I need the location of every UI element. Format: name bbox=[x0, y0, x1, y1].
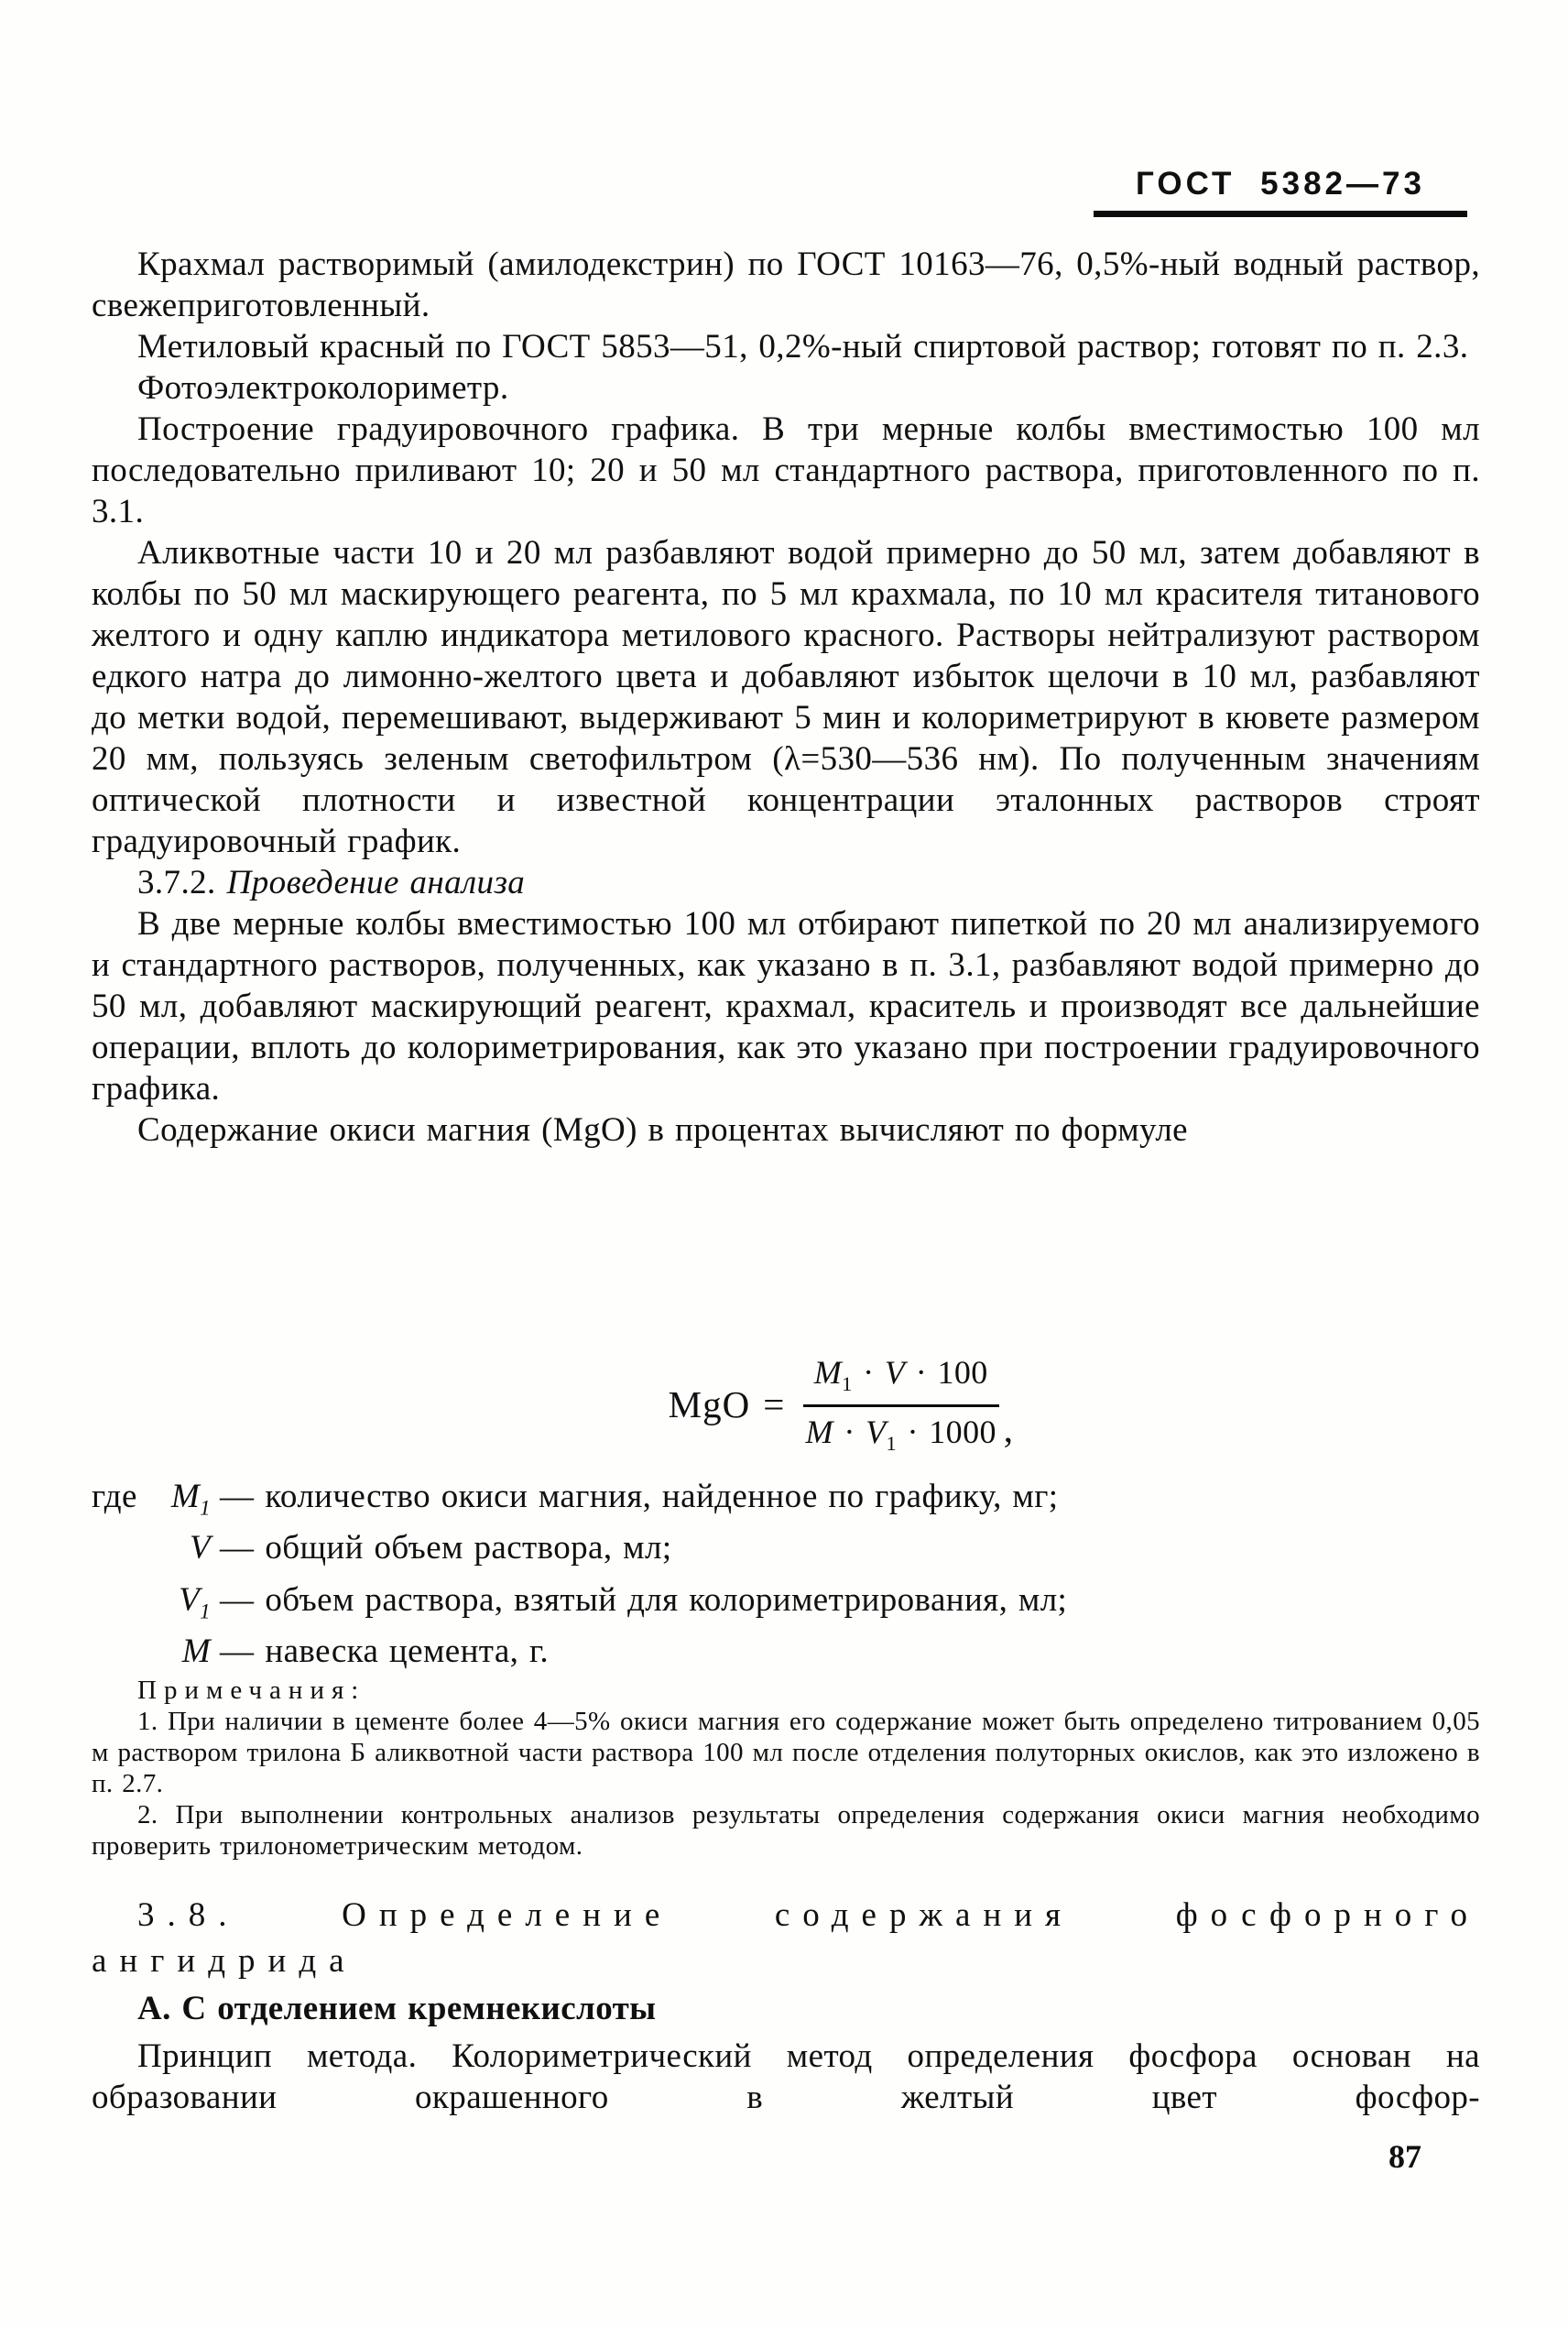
paragraph-analysis-procedure: В две мерные колбы вместимостью 100 мл отбирают пипеткой по 20 мл анализируемого и стандартного растворов, полученных, как указано в п. 3.1, разбавляют водой примерно до 50 мл, добавляют маскирующий реагент, крахмал, краситель и производят все дальнейшие операции, вплоть до колориметрирования, как это указано при построении градуировочного графика. bbox=[92, 905, 1480, 1108]
paragraph-methyl-red: Метиловый красный по ГОСТ 5853—51, 0,2%-ный спиртовой раствор; готовят по п. 2.3. bbox=[137, 328, 1469, 366]
paragraph-photocolorimeter: Фотоэлектроколориметр. bbox=[137, 369, 509, 407]
var-v1: V bbox=[866, 1413, 887, 1450]
header bbox=[1094, 166, 1467, 217]
section-3-7-2-title: Проведение анализа bbox=[226, 864, 526, 901]
note-1: 1. При наличии в цементе более 4—5% окиси магния его содержание может быть определено титрованием 0,05 м раствором трилона Б аликвотной части раствора 100 мл после отделения полуторных окислов, как это изложено в п. 2.7. bbox=[92, 1707, 1480, 1798]
equals-sign: = bbox=[763, 1383, 785, 1425]
dash: — bbox=[220, 1580, 255, 1619]
paragraph-method-principle: Принцип метода. Колориметрический метод определения фосфора основан на образовании окрашенного в желтый цвет фосфор- bbox=[92, 2037, 1480, 2116]
var-m1: M bbox=[813, 1354, 843, 1391]
definition-m: навеска цемента, г. bbox=[265, 1633, 549, 1671]
notes-title: Примечания: bbox=[137, 1676, 366, 1705]
where-definitions bbox=[92, 1477, 1480, 1684]
symbol-v1: $V_1$ bbox=[179, 1580, 211, 1623]
paragraph-starch: Крахмал растворимый (амилодекстрин) по ГОСТ 10163—76, 0,5%-ный водный раствор, свежеприготовленный. bbox=[92, 246, 1480, 324]
paragraph-mgo-intro: Содержание окиси магния (MgO) в процентах вычисляют по формуле bbox=[137, 1111, 1189, 1149]
formula-numerator bbox=[803, 1356, 999, 1407]
symbol-v: V bbox=[189, 1529, 211, 1567]
var-m1-subscript: 1 bbox=[842, 1372, 853, 1396]
dash: — bbox=[220, 1633, 255, 1671]
formula-denominator bbox=[803, 1407, 999, 1455]
notes-block bbox=[92, 1675, 1480, 1862]
where-row-m1 bbox=[92, 1477, 1480, 1528]
symbol-m: М bbox=[181, 1633, 211, 1671]
standard-number: ГОСТ 5382—73 bbox=[1136, 166, 1425, 202]
dot-operator: · bbox=[852, 1354, 885, 1391]
formula-comma: , bbox=[1003, 1408, 1014, 1450]
var-v: V bbox=[884, 1354, 906, 1391]
dash: — bbox=[220, 1529, 255, 1567]
page-number: 87 bbox=[1388, 2138, 1421, 2175]
formula-fraction bbox=[803, 1356, 999, 1454]
dash: — bbox=[220, 1478, 255, 1515]
formula-lhs: MgO bbox=[668, 1383, 751, 1425]
subsection-a-heading: А. С отделением кремнекислоты bbox=[137, 1990, 657, 2027]
section-3-7-2-heading bbox=[92, 862, 1480, 903]
paragraph-aliquot-procedure: Аликвотные части 10 и 20 мл разбавляют водой примерно до 50 мл, затем добавляют в колбы по 50 мл маскирующего реагента, по 5 мл крахмала, по 10 мл красителя титанового желтого и одну каплю индикатора метилового красного. Растворы нейтрализуют раствором едкого натра до лимонно-желтого цвета и добавляют избыток щелочи в 10 мл, разбавляют до метки водой, перемешивают, выдерживают 5 мин и колориметрируют в кювете размером 20 мм, пользуясь зеленым светофильтром (λ=530—536 нм). По полученным значениям оптической плотности и известной концентрации эталонных растворов строят градуировочный график. bbox=[92, 534, 1480, 860]
formula-block bbox=[92, 1356, 1480, 1454]
header-rule bbox=[1094, 211, 1467, 217]
where-prefix: где bbox=[92, 1478, 137, 1515]
var-v1-subscript: 1 bbox=[886, 1431, 898, 1455]
denominator-constant: · 1000 bbox=[897, 1413, 996, 1450]
document-body bbox=[92, 244, 1480, 1151]
section-3-8-heading: 3.8. Определение содержания фосфорного ангидрида bbox=[92, 1896, 1480, 1980]
note-2: 2. При выполнении контрольных анализов результаты определения содержания окиси магния необходимо проверить трилонометрическим методом. bbox=[92, 1800, 1480, 1861]
numerator-constant: · 100 bbox=[905, 1354, 988, 1391]
section-3-8-block bbox=[92, 1893, 1480, 2118]
definition-v: общий объем раствора, мл; bbox=[265, 1529, 672, 1567]
formula-mgo bbox=[147, 1356, 1535, 1454]
definition-m1: количество окиси магния, найденное по графику, мг; bbox=[265, 1478, 1059, 1515]
where-row-v1 bbox=[92, 1580, 1480, 1632]
definition-v1: объем раствора, взятый для колориметрирования, мл; bbox=[265, 1580, 1068, 1619]
where-row-v bbox=[92, 1528, 1480, 1579]
var-m: M bbox=[805, 1413, 833, 1450]
symbol-m1: $M_1$ bbox=[170, 1478, 211, 1520]
section-3-7-2-number: 3.7.2. bbox=[137, 864, 216, 901]
dot-operator: · bbox=[833, 1413, 866, 1450]
paragraph-calibration-graph: Построение градуировочного графика. В три мерные колбы вместимостью 100 мл последовательно приливают 10; 20 и 50 мл стандартного раствора, приготовленного по п. 3.1. bbox=[92, 410, 1480, 530]
